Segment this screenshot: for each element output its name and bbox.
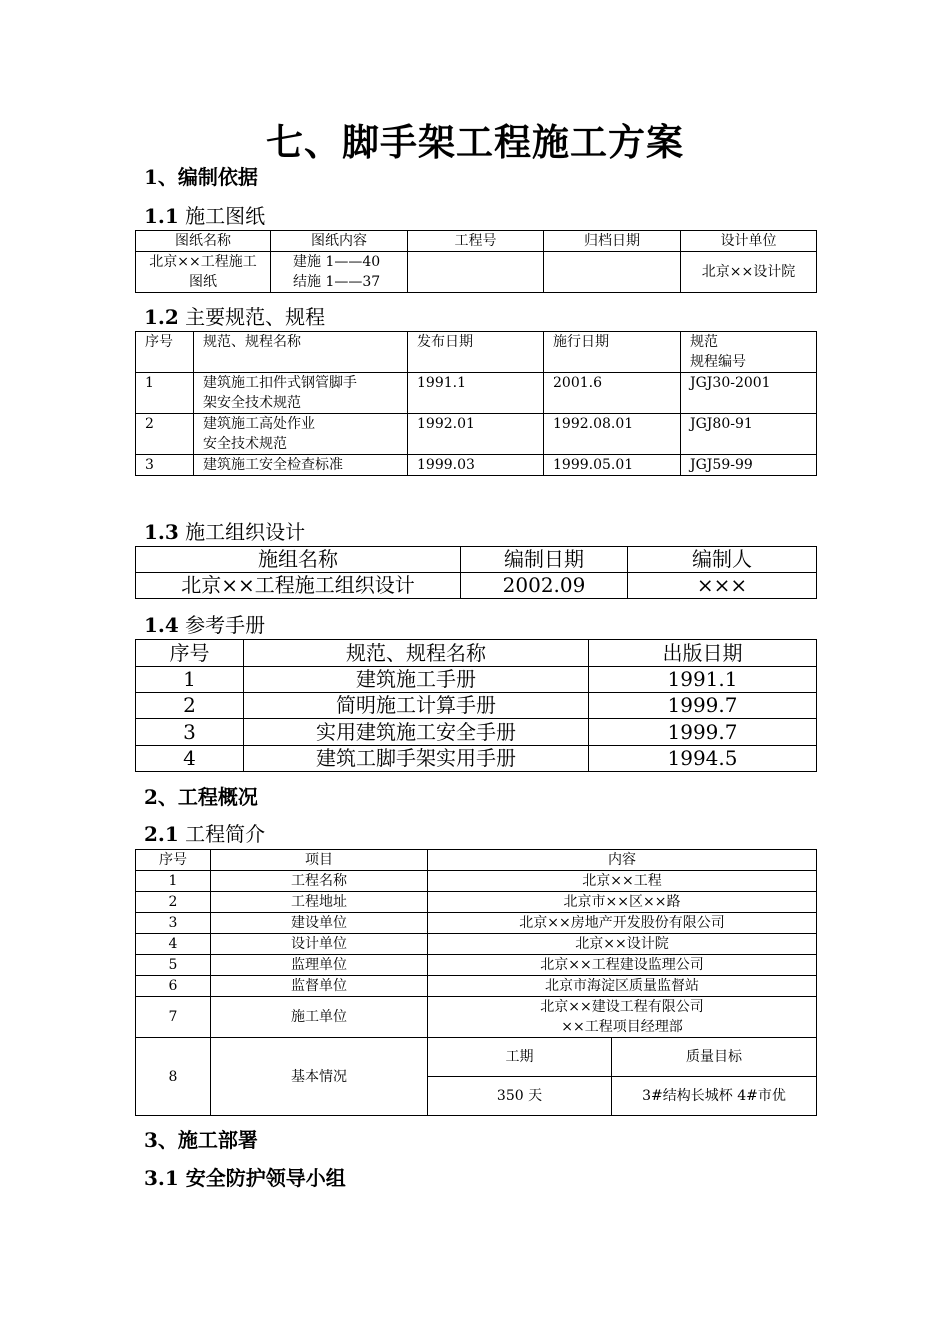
table-cell: 基本情况 (211, 1038, 428, 1116)
table-cell: 建筑施工安全检查标准 (194, 455, 408, 476)
drawings-table (135, 230, 817, 293)
header-cell: 出版日期 (589, 640, 817, 667)
table-cell: 3#结构长城杯 4#市优 (612, 1077, 817, 1116)
table-cell: 1999.05.01 (544, 455, 681, 476)
table-cell: 北京××工程建设监理公司 (428, 955, 817, 976)
table-row (136, 871, 817, 892)
standards-table (135, 331, 817, 476)
table-cell: 8 (136, 1038, 211, 1116)
table-row (136, 976, 817, 997)
table-cell: 3 (136, 455, 194, 476)
table-cell: 1 (136, 667, 244, 693)
table-row (136, 746, 817, 772)
table-cell: 监理单位 (211, 955, 428, 976)
table-header-row (136, 547, 817, 573)
table-cell: 2 (136, 892, 211, 913)
header-cell: 图纸名称 (136, 231, 271, 252)
section-1-2-heading: 1.2 主要规范、规程 (144, 305, 326, 329)
table-cell: 监督单位 (211, 976, 428, 997)
table-cell: 北京××工程施工组织设计 (136, 573, 461, 599)
table-cell: 1999.03 (408, 455, 544, 476)
header-cell: 编制人 (628, 547, 817, 573)
header-cell: 施行日期 (544, 332, 681, 373)
table-cell: 1994.5 (589, 746, 817, 772)
table-row (136, 252, 817, 293)
header-cell: 序号 (136, 850, 211, 871)
table-cell: 质量目标 (612, 1038, 817, 1077)
table-cell: 2002.09 (461, 573, 628, 599)
header-cell: 序号 (136, 332, 194, 373)
table-cell: 2 (136, 414, 194, 455)
table-row (136, 892, 817, 913)
section-1-3-heading: 1.3 施工组织设计 (144, 520, 306, 544)
table-cell: 工期 (428, 1038, 612, 1077)
table-cell: JGJ59-99 (681, 455, 817, 476)
header-cell: 项目 (211, 850, 428, 871)
header-cell: 发布日期 (408, 332, 544, 373)
table-cell: 简明施工计算手册 (244, 693, 589, 719)
section-2-heading: 2、工程概况 (144, 785, 258, 809)
table-cell: 3 (136, 719, 244, 746)
table-cell: 北京××工程 (428, 871, 817, 892)
table-header-row (136, 332, 817, 373)
table-row (136, 913, 817, 934)
table-row (136, 955, 817, 976)
table-cell: ××× (628, 573, 817, 599)
table-cell: JGJ80-91 (681, 414, 817, 455)
table-cell: 1 (136, 373, 194, 414)
header-cell: 规范 规程编号 (681, 332, 817, 373)
table-row (136, 573, 817, 599)
header-cell: 工程号 (408, 231, 544, 252)
table-cell: 1991.1 (408, 373, 544, 414)
table-cell: JGJ30-2001 (681, 373, 817, 414)
table-header-row (136, 640, 817, 667)
header-cell: 规范、规程名称 (244, 640, 589, 667)
table-cell: 施工单位 (211, 997, 428, 1038)
construction-design-table (135, 546, 817, 599)
table-cell: 5 (136, 955, 211, 976)
table-row (136, 997, 817, 1038)
table-cell: 建筑工脚手架实用手册 (244, 746, 589, 772)
table-row (136, 414, 817, 455)
header-cell: 归档日期 (544, 231, 681, 252)
table-cell: 2001.6 (544, 373, 681, 414)
table-row (136, 934, 817, 955)
table-cell: 4 (136, 746, 244, 772)
table-cell: 4 (136, 934, 211, 955)
section-3-heading: 3、施工部署 (144, 1128, 258, 1152)
table-row (136, 455, 817, 476)
table-cell: 建筑施工扣件式钢管脚手 架安全技术规范 (194, 373, 408, 414)
header-cell: 序号 (136, 640, 244, 667)
table-header-row (136, 850, 817, 871)
section-2-1-heading: 2.1 工程简介 (144, 822, 266, 846)
table-cell: 1999.7 (589, 693, 817, 719)
table-cell: 设计单位 (211, 934, 428, 955)
project-overview-table (135, 849, 817, 1116)
table-cell: 建筑施工高处作业 安全技术规范 (194, 414, 408, 455)
header-cell: 图纸内容 (271, 231, 408, 252)
table-row (136, 1038, 817, 1077)
table-cell: 2 (136, 693, 244, 719)
table-cell: 北京市××区××路 (428, 892, 817, 913)
table-cell (408, 252, 544, 293)
section-3-1-heading: 3.1 安全防护领导小组 (144, 1166, 346, 1190)
table-cell: 6 (136, 976, 211, 997)
table-cell: 1999.7 (589, 719, 817, 746)
section-1-1-heading: 1.1 施工图纸 (144, 204, 266, 228)
table-cell: 建施 1——40 结施 1——37 (271, 252, 408, 293)
table-row (136, 693, 817, 719)
header-cell: 编制日期 (461, 547, 628, 573)
table-cell (544, 252, 681, 293)
table-row (136, 667, 817, 693)
table-cell: 1992.08.01 (544, 414, 681, 455)
page-title: 七、脚手架工程施工方案 (266, 120, 684, 164)
section-1-4-heading: 1.4 参考手册 (144, 613, 266, 637)
table-cell: 3 (136, 913, 211, 934)
table-cell: 工程名称 (211, 871, 428, 892)
table-header-row (136, 231, 817, 252)
table-cell: 实用建筑施工安全手册 (244, 719, 589, 746)
table-cell: 北京××建设工程有限公司 ××工程项目经理部 (428, 997, 817, 1038)
header-cell: 规范、规程名称 (194, 332, 408, 373)
table-cell: 1991.1 (589, 667, 817, 693)
section-1-heading: 1、编制依据 (144, 165, 258, 189)
handbooks-table (135, 639, 817, 772)
table-cell: 1 (136, 871, 211, 892)
table-cell: 350 天 (428, 1077, 612, 1116)
table-cell: 7 (136, 997, 211, 1038)
table-cell: 建筑施工手册 (244, 667, 589, 693)
table-cell: 北京××设计院 (681, 252, 817, 293)
header-cell: 施组名称 (136, 547, 461, 573)
table-cell: 北京××工程施工 图纸 (136, 252, 271, 293)
table-cell: 北京市海淀区质量监督站 (428, 976, 817, 997)
table-cell: 工程地址 (211, 892, 428, 913)
table-row (136, 719, 817, 746)
header-cell: 内容 (428, 850, 817, 871)
table-cell: 北京××设计院 (428, 934, 817, 955)
table-cell: 建设单位 (211, 913, 428, 934)
header-cell: 设计单位 (681, 231, 817, 252)
table-cell: 1992.01 (408, 414, 544, 455)
table-cell: 北京××房地产开发股份有限公司 (428, 913, 817, 934)
table-row (136, 373, 817, 414)
